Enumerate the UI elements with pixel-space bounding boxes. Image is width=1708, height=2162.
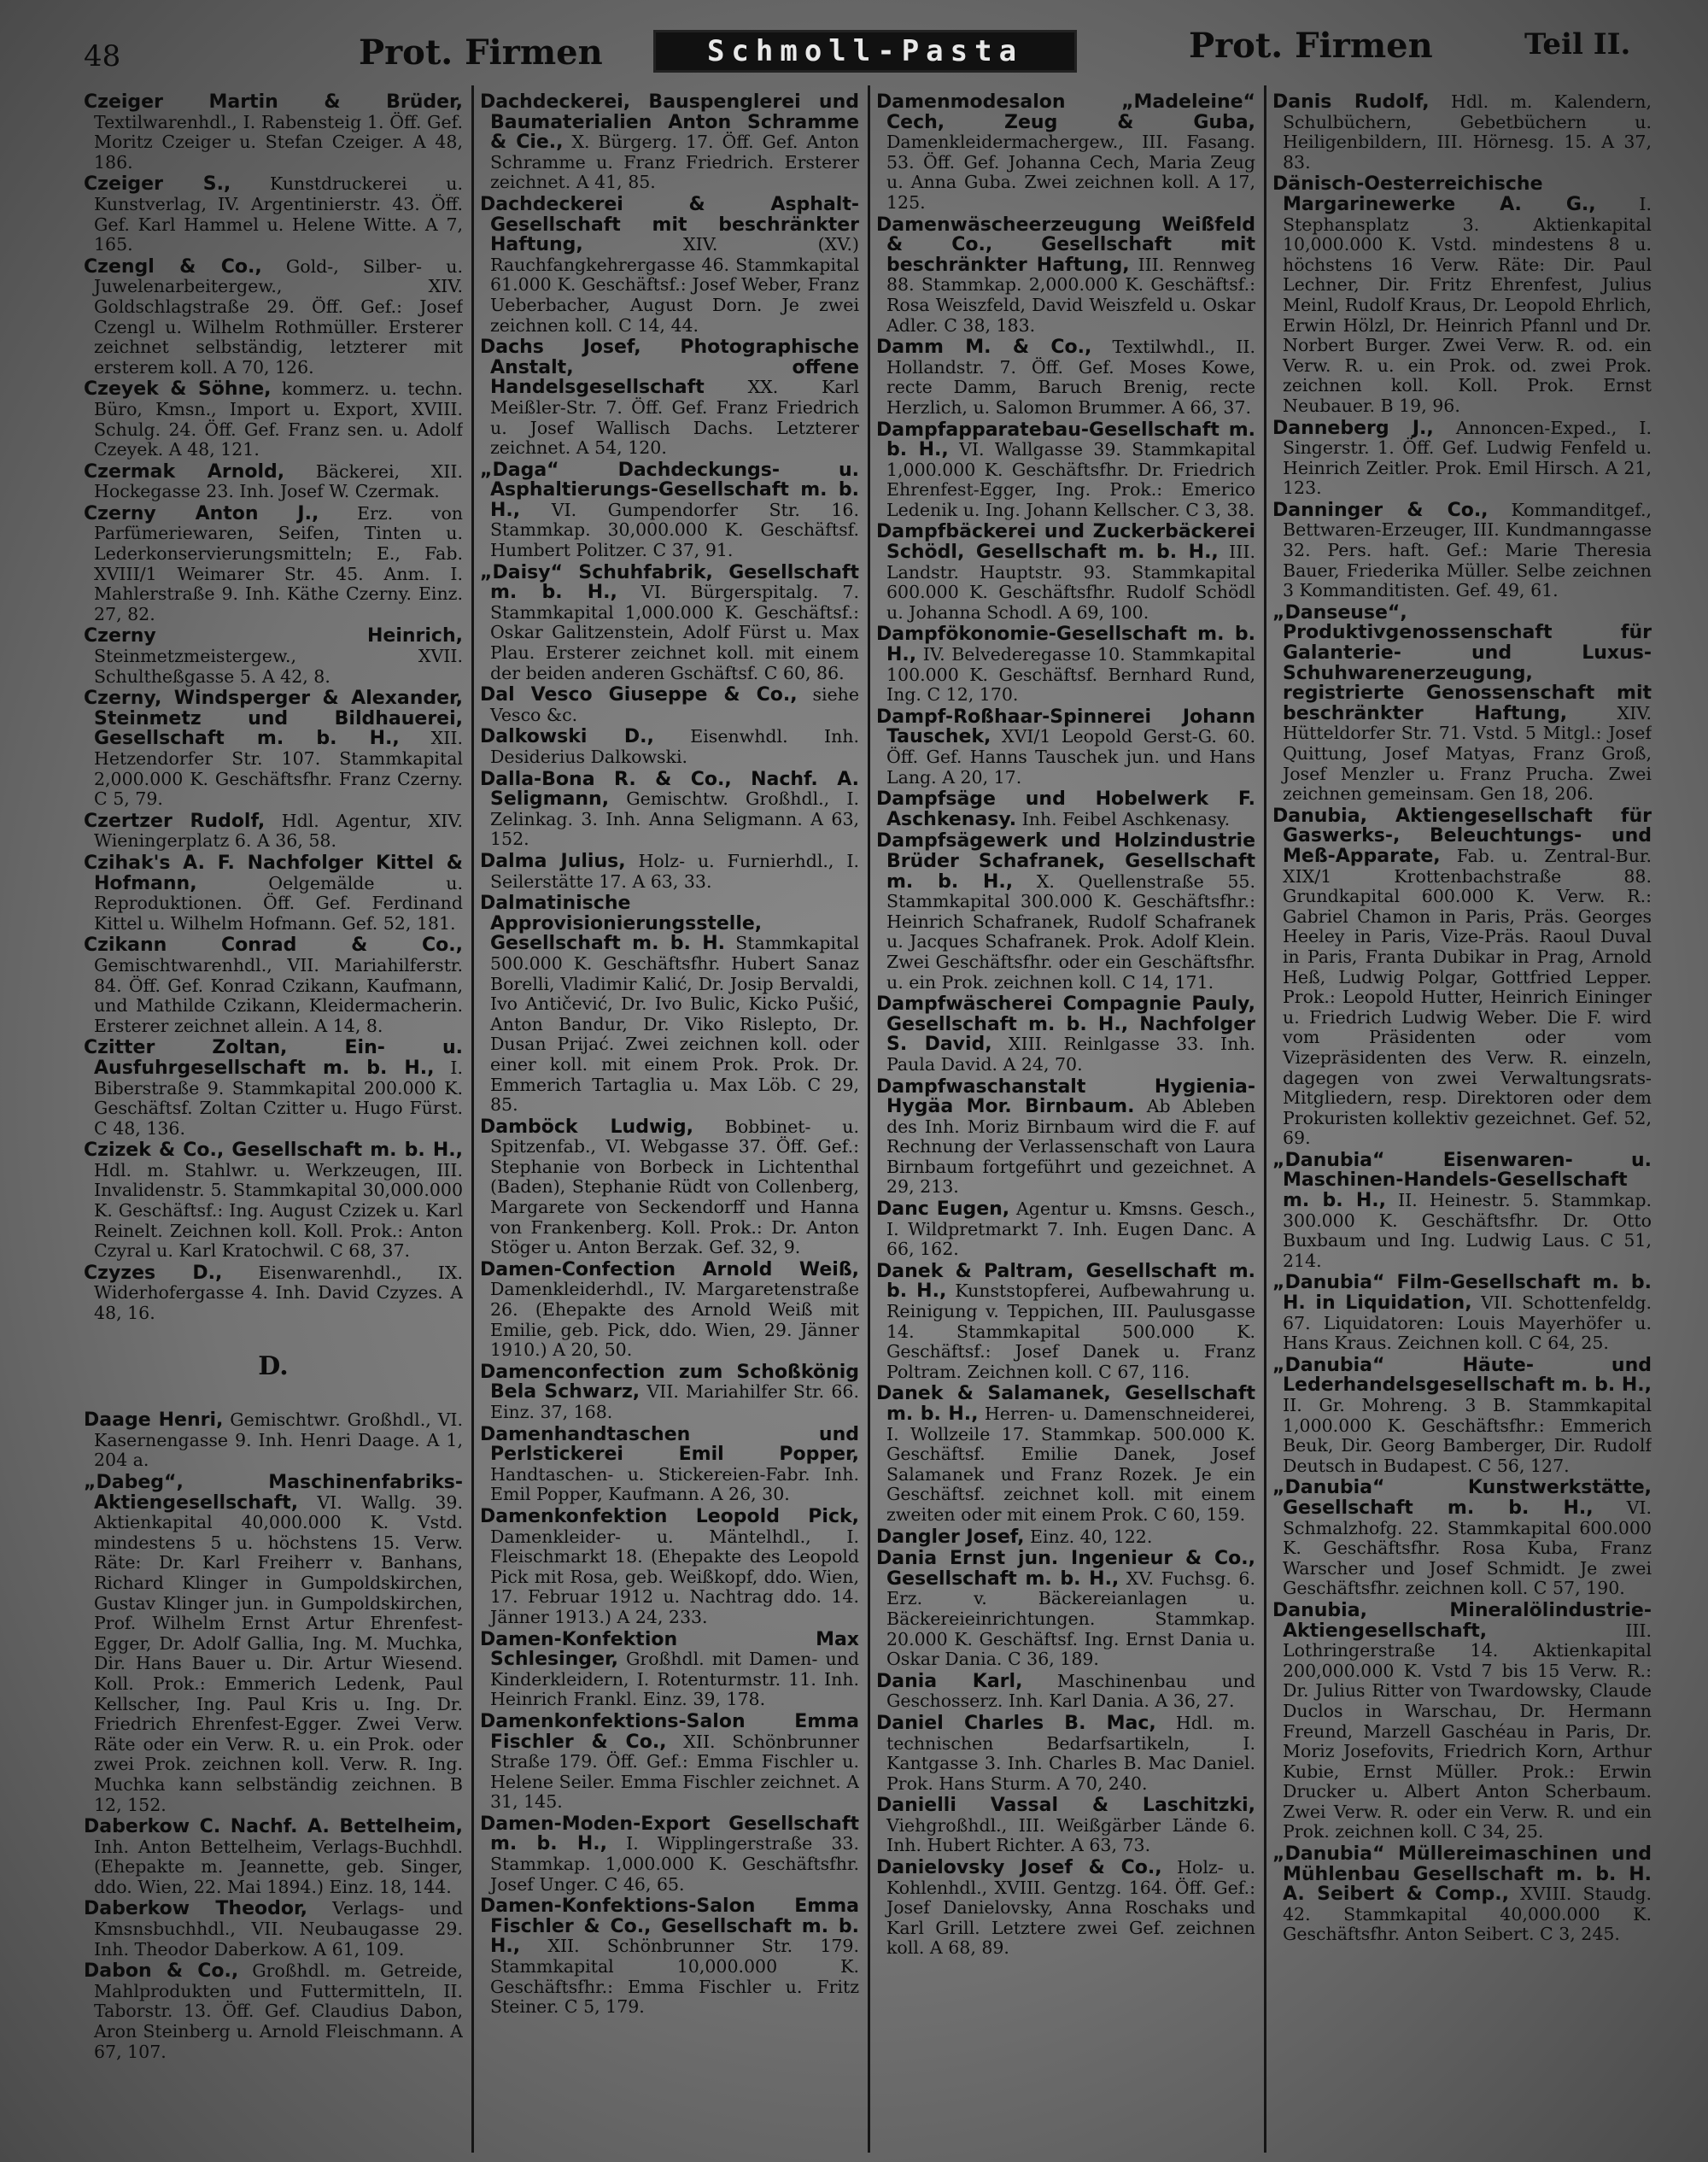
- directory-entry: [876, 522, 1255, 623]
- publisher-banner: Schmoll-Pasta: [653, 30, 1077, 73]
- firm-details: Kunstdruckerei u. Kunstverlag, IV. Argentinierstr. 43. Öff. Gef. Karl Hammel u. Helene Witte. A 7, 165.: [94, 173, 463, 255]
- firm-details: siehe Vesco &c.: [490, 684, 859, 725]
- firm-name: Danubia, Mineralölindustrie-Aktiengesellschaft,: [1272, 1599, 1652, 1642]
- firm-name: Czikann Conrad & Co.,: [84, 935, 463, 957]
- firm-details: XX. Karl Meißler-Str. 7. Öff. Gef. Franz Friedrich u. Josef Wallisch Dachs. Letzterer zeichnet. A 54, 120.: [490, 377, 859, 459]
- firm-details: Maschinenbau und Geschosserz. Inh. Karl Dania. A 36, 27.: [886, 1670, 1255, 1712]
- firm-details: III. Landstr. Hauptstr. 93. Stammkapital 600.000 K. Geschäftsfhr. Rudolf Schödl u. Johanna Schodl. A 69, 100.: [886, 542, 1255, 623]
- firm-details: Annoncen-Exped., I. Singerstr. 1. Öff. Gef. Ludwig Fenfeld u. Heinrich Zeitler. Prok. Emil Hirsch. A 21, 123.: [1283, 417, 1652, 499]
- directory-entry: [1272, 501, 1652, 601]
- firm-details: Herren- u. Damenschneiderei, I. Wollzeile 17. Stammkap. 500.000 K. Geschäftsf. Emilie Danek, Josef Salamanek und Franz Rozek. Je ein Geschäftsf. zeichnet koll. mit einem zweiten oder mit einem Prok. C 60, 159.: [886, 1403, 1255, 1525]
- firm-details: X. Bürgerg. 17. Öff. Gef. Anton Schramme u. Franz Friedrich. Ersterer zeichnet. A 41, 85.: [490, 132, 859, 193]
- running-head-left: Prot. Firmen: [359, 32, 603, 73]
- firm-name: Danek & Paltram, Gesellschaft m. b. H.,: [876, 1260, 1255, 1303]
- firm-name: „Daisy“ Schuhfabrik, Gesellschaft m. b. H.,: [480, 561, 859, 604]
- directory-entry: [876, 1714, 1255, 1794]
- directory-entry: [480, 1630, 859, 1710]
- firm-details: XIV. (XV.) Rauchfangkehrergasse 46. Stammkapital 61.000 K. Geschäftsf.: Josef Weber, Franz Ueberbacher, August Dorn. Je zwei zeichnen koll. C 14, 44.: [490, 234, 859, 336]
- firm-details: Kommanditgef., Bettwaren-Erzeuger, III. Kundmanngasse 32. Pers. haft. Gef.: Marie Theresia Bauer, Friederika Müller. Selbe zeichnen 3 Kommanditisten. Gef. 49, 61.: [1283, 499, 1652, 601]
- firm-name: Damenkonfektions-Salon Emma Fischler & Co.,: [480, 1710, 859, 1753]
- firm-details: I. Stephansplatz 3. Aktienkapital 10,000.000 K. Vstd. mindestens 8 u. höchstens 16 Verw. Räte: Dir. Paul Lechner, Dir. Fritz Ehrenfest, Julius Meinl, Rudolf Kraus, Dr. Leopold Ehrlich, Erwin Hölzl, Dr. Heinrich Pfannl und Dr. Norbert Burger. Zwei Verw. R. od. ein Verw. R. u. ein Prok. od. zwei Prok. zeichnen koll. Koll. Prok. Ernst Neubauer. B 19, 96.: [1283, 193, 1652, 416]
- firm-name: Dampfapparatebau-Gesellschaft m. b. H.,: [876, 419, 1255, 461]
- firm-details: Holz- u. Kohlenhdl., XVIII. Gentzg. 164. Öff. Gef.: Josef Danielovsky, Anna Roschaks und Karl Grill. Letztere zwei Gef. zeichnen koll. A 68, 89.: [886, 1857, 1255, 1959]
- firm-name: Dänisch-Oesterreichische Margarinewerke A. G.,: [1272, 173, 1596, 215]
- firm-details: Viehgroßhdl., III. Weißgärber Lände 6. Inh. Hubert Richter. A 63, 73.: [886, 1814, 1255, 1856]
- firm-name: Damen-Konfektion Max Schlesinger,: [480, 1628, 859, 1671]
- page-header: [0, 0, 1708, 85]
- firm-name: Danielli Vassal & Laschitzki,: [876, 1795, 1255, 1817]
- firm-name: Damen-Confection Arnold Weiß,: [480, 1258, 859, 1280]
- firm-details: Handtaschen- u. Stickereien-Fabr. Inh. Emil Popper, Kaufmann. A 26, 30.: [490, 1463, 859, 1505]
- directory-entry: [1272, 1844, 1652, 1945]
- directory-entry: [480, 195, 859, 336]
- firm-details: III. Rennweg 88. Stammkap. 2,000.000 K. Geschäftsf.: Rosa Weiszfeld, David Weiszfeld u. Oskar Adler. C 38, 183.: [886, 254, 1255, 336]
- firm-name: „Daga“ Dachdeckungs- u. Asphaltierungs-Gesellschaft m. b. H.,: [480, 459, 859, 521]
- firm-name: Czitter Zoltan, Ein- u. Ausfuhrgesellschaft m. b. H.,: [84, 1037, 463, 1079]
- directory-entry: [1272, 92, 1652, 173]
- firm-details: Kunststopferei, Aufbewahrung u. Reinigung v. Teppichen, III. Paulusgasse 14. Stammkapital 500.000 K. Geschäftsf.: Josef Danek u. Franz Poltram. Zeichnen koll. C 67, 116.: [886, 1280, 1255, 1382]
- firm-name: Danielovsky Josef & Co.,: [876, 1857, 1162, 1879]
- firm-name: „Danubia“ Müllereimaschinen und Mühlenbau Gesellschaft m. b. H. A. Seibert & Comp.,: [1272, 1843, 1652, 1906]
- firm-details: XVIII. Staudg. 42. Stammkapital 40,000.000 K. Geschäftsfhr. Anton Seibert. C 3, 245.: [1283, 1884, 1652, 1945]
- directory-entry: [1272, 419, 1652, 499]
- firm-name: Czerny Anton J.,: [84, 502, 319, 524]
- firm-details: IV. Belvederegasse 10. Stammkapital 100.000 K. Geschäftsf. Bernhard Rund, Ing. C 12, 170.: [886, 644, 1255, 706]
- firm-details: VI. Wallgasse 39. Stammkapital 1,000.000 K. Geschäftsfhr. Dr. Friedrich Ehrenfest-Egger, Ing. Prok.: Emerico Ledenik u. Ing. Johann Kellscher. C 3, 38.: [886, 439, 1255, 520]
- section-letter: D.: [258, 1351, 289, 1381]
- directory-entry: [876, 1549, 1255, 1670]
- firm-name: Dalla-Bona R. & Co., Nachf. A. Seligmann,: [480, 768, 859, 811]
- directory-entry: [876, 215, 1255, 337]
- directory-entry: [1272, 1601, 1652, 1843]
- firm-details: II. Heinestr. 5. Stammkap. 300.000 K. Geschäftsfhr. Dr. Otto Buxbaum und Ing. Ludwig Laus. C 51, 214.: [1283, 1190, 1652, 1271]
- directory-column-2: [480, 92, 859, 2151]
- firm-name: Czizek & Co., Gesellschaft m. b. H.,: [84, 1140, 463, 1162]
- firm-details: VII. Schottenfeldg. 67. Liquidatoren: Louis Mayerhöfer u. Hans Kraus. Zeichnen koll. C 64, 25.: [1283, 1292, 1652, 1354]
- firm-details: Gemischtw. Großhdl., I. Zelinkag. 3. Inh. Anna Seligmann. A 63, 152.: [490, 788, 859, 850]
- firm-name: Czertzer Rudolf,: [84, 810, 266, 832]
- firm-name: Danis Rudolf,: [1272, 92, 1430, 113]
- directory-entry: [480, 852, 859, 892]
- firm-name: Czyzes D.,: [84, 1262, 223, 1284]
- firm-details: VI. Schmalzhofg. 22. Stammkapital 600.000 K. Geschäftsfhr. Rosa Kuba, Franz Warscher und Josef Schmidt. Je zwei Geschäftsfhr. zeichnen koll. C 57, 190.: [1283, 1497, 1652, 1599]
- directory-entry: [84, 811, 463, 852]
- firm-name: Dachs Josef, Photographische Anstalt, offene Handelsgesellschaft: [480, 337, 859, 399]
- directory-entry: [1272, 603, 1652, 805]
- directory-entry: [876, 1199, 1255, 1260]
- directory-entry: [480, 1712, 859, 1813]
- firm-details: I. Wipplingerstraße 33. Stammkap. 1,000.000 K. Geschäftsfhr. Josef Unger. C 46, 65.: [490, 1833, 859, 1895]
- directory-entry: [84, 1817, 463, 1897]
- directory-entry: [480, 460, 859, 561]
- firm-details: III. Lothringerstraße 14. Aktienkapital 200,000.000 K. Vstd 7 bis 15 Verw. R.: Dr. Julius Ritter von Twardowsky, Claude Duclos in Warschau, Dr. Hermann Freund, Marzell Gaschéau in Paris, Dr. Moriz Josefovits, Friedrich Korn, Arthur Kubie, Ernst Müller. Prok.: Erwin Drucker u. Albert Anton Scherbaum. Zwei Verw. R. oder ein Verw. R. und ein Prok. zeichnen koll. C 34, 25.: [1283, 1620, 1652, 1843]
- directory-entry: [1272, 1151, 1652, 1272]
- firm-details: Gemischtwarenhdl., VII. Mariahilferstr. 84. Öff. Gef. Konrad Czikann, Kaufmann, und Mathilde Czikann, Kleidermacherin. Ersterer zeichnet allein. A 14, 8.: [94, 954, 463, 1036]
- firm-details: VII. Mariahilfer Str. 66. Einz. 37, 168.: [490, 1381, 859, 1422]
- directory-entry: [876, 994, 1255, 1075]
- firm-name: Daberkow Theodor,: [84, 1898, 307, 1920]
- firm-name: Damenwäscheerzeugung Weißfeld & Co., Gesellschaft mit beschränkter Haftung,: [876, 214, 1255, 276]
- firm-details: Eisenwarenhdl., IX. Widerhofergasse 4. Inh. David Czyzes. A 48, 16.: [94, 1262, 463, 1324]
- firm-name: Czerny Heinrich,: [84, 625, 463, 647]
- firm-name: Dalkowski D.,: [480, 726, 654, 748]
- directory-entry: [480, 770, 859, 850]
- firm-details: Textilwarenhdl., I. Rabensteig 1. Öff. Gef. Moritz Czeiger u. Stefan Czeiger. A 48, 186.: [94, 111, 463, 173]
- directory-entry: [876, 337, 1255, 418]
- directory-entry: [84, 688, 463, 810]
- firm-name: Damböck Ludwig,: [480, 1116, 693, 1138]
- firm-name: „Dabeg“, Maschinenfabriks-Aktiengesellschaft,: [84, 1472, 463, 1514]
- firm-name: Daniel Charles B. Mac,: [876, 1712, 1156, 1734]
- firm-name: Damen-Moden-Export Gesellschaft m. b. H.,: [480, 1813, 859, 1855]
- firm-details: Holz- u. Furnierhdl., I. Seilerstätte 17. A 63, 33.: [490, 850, 859, 892]
- directory-entry: [480, 1362, 859, 1423]
- firm-name: „Danubia“ Kunstwerkstätte, Gesellschaft m. b. H.,: [1272, 1477, 1652, 1519]
- firm-details: I. Biberstraße 9. Stammkapital 200.000 K. Geschäftsf. Zoltan Czitter u. Hugo Fürst. C 48, 136.: [94, 1057, 463, 1139]
- firm-name: Daage Henri,: [84, 1409, 224, 1432]
- firm-name: „Danubia“ Häute- und Lederhandelsgesellschaft m. b. H.,: [1272, 1354, 1652, 1397]
- firm-name: „Danubia“ Film-Gesellschaft m. b. H. in Liquidation,: [1272, 1272, 1652, 1315]
- firm-name: Czeiger S.,: [84, 173, 231, 196]
- firm-name: Dabon & Co.,: [84, 1960, 239, 1983]
- directory-entry: [84, 1410, 463, 1471]
- firm-details: Damenkleider- u. Mäntelhdl., I. Fleischmarkt 18. (Ehepakte des Leopold Pick mit Rosa, geb. Weißkopf, ddo. Wien, 17. Februar 1912 u. Nachtrag ddo. 14. Jänner 1913.) A 24, 233.: [490, 1526, 859, 1627]
- directory-entry: [84, 935, 463, 1036]
- firm-name: Daberkow C. Nachf. A. Bettelheim,: [84, 1816, 463, 1838]
- firm-name: Damenkonfektion Leopold Pick,: [480, 1505, 859, 1527]
- directory-entry: [84, 257, 463, 378]
- firm-details: Eisenwhdl. Inh. Desiderius Dalkowski.: [490, 726, 859, 767]
- firm-details: Erz. von Parfümeriewaren, Seifen, Tinten u. Lederkonservierungsmitteln; E., Fab. XVIII/1 Weimarer Str. 45. Anm. I. Mahlerstraße 9. Inh. Käthe Czerny. Einz. 27, 82.: [94, 502, 463, 624]
- firm-name: Danubia, Aktiengesellschaft für Gaswerks-, Beleuchtungs- und Meß-Apparate,: [1272, 805, 1652, 867]
- firm-details: Bobbinet- u. Spitzenfab., VI. Webgasse 37. Öff. Gef.: Stephanie von Borbeck in Lichtenthal (Baden), Stephanie Rüdt von Collenberg, Margarete von Seckendorff und Hanna von Frankenberg. Koll. Prok.: Dr. Anton Stöger u. Anton Berzak. Gef. 32, 9.: [490, 1116, 859, 1258]
- firm-name: Damen-Konfektions-Salon Emma Fischler & Co., Gesellschaft m. b. H.,: [480, 1895, 859, 1958]
- firm-details: Agentur u. Kmsns. Gesch., I. Wildpretmarkt 7. Inh. Eugen Danc. A 66, 162.: [886, 1198, 1255, 1260]
- firm-name: Dalma Julius,: [480, 850, 626, 872]
- firm-name: Dampfwaschanstalt Hygienia-Hygäa Mor. Birnbaum.: [876, 1075, 1255, 1118]
- column-rule: [471, 85, 474, 2153]
- firm-name: Dampfwäscherei Compagnie Pauly, Gesellschaft m. b. H., Nachfolger S. David,: [876, 993, 1255, 1056]
- directory-entry: [480, 685, 859, 725]
- firm-details: Hdl. Agentur, XIV. Wieningerplatz 6. A 36, 58.: [94, 810, 463, 852]
- firm-details: Fab. u. Zentral-Bur. XIX/1 Krottenbachstraße 88. Grundkapital 600.000 K. Verw. R.: Gabriel Chamon in Paris, Präs. Georges Heeley in Paris, Vize-Präs. Raoul Duval in Paris, Franta Dubikar in Prag, Arnold Heß, Ludwig Polgar, Gottfried Lepper. Prok.: Leopold Hutter, Heinrich Eininger u. Friedrich Ludwig Weber. Die F. wird vom Präsidenten oder vom Vizepräsidenten des Verw. R. einzeln, dagegen von zwei Verwaltungsrats-Mitgliedern, resp. Direktoren oder dem Prokuristen kollektiv gezeichnet. Gef. 52, 69.: [1283, 845, 1652, 1149]
- directory-entry: [876, 1858, 1255, 1959]
- firm-details: kommerz. u. techn. Büro, Kmsn., Import u. Export, XVIII. Schulg. 24. Öff. Gef. Franz sen. u. Adolf Czeyek. A 48, 121.: [94, 378, 463, 460]
- firm-details: Hdl. m. Stahlwr. u. Werkzeugen, III. Invalidenstr. 5. Stammkapital 30,000.000 K. Geschäftsf.: Ing. August Czizek u. Karl Reinelt. Zeichnen koll. Koll. Prok.: Anton Czyral u. Karl Kratochwil. C 68, 37.: [94, 1159, 463, 1262]
- directory-entry: [84, 1038, 463, 1139]
- firm-name: Danek & Salamanek, Gesellschaft m. b. H.,: [876, 1383, 1255, 1425]
- firm-name: „Danseuse“, Produktivgenossenschaft für Galanterie- und Luxus-Schuhwarenerzeugung, registrierte Genossenschaft mit beschränkter Haftung,: [1272, 601, 1652, 724]
- firm-details: Stammkapital 500.000 K. Geschäftsfhr. Hubert Sanaz Borelli, Vladimir Kalić, Dr. Josip Bervaldi, Ivo Antičević, Dr. Ivo Bulic, Kicko Pušić, Anton Bandur, Dr. Viko Rislepto, Dr. Dusan Prijać. Zwei zeichnen koll. oder einer koll. mit einem Prok. Prok. Dr. Emmerich Tartaglia u. Max Löb. C 29, 85.: [490, 933, 859, 1116]
- directory-entry: [876, 831, 1255, 993]
- directory-entry: [480, 1507, 859, 1628]
- firm-name: Danninger & Co.,: [1272, 499, 1489, 521]
- firm-details: Ab Ableben des Inh. Moriz Birnbaum wird die F. auf Rechnung der Verlassenschaft von Laura Birnbaum fortgeführt und gezeichnet. A 29, 213.: [886, 1096, 1255, 1198]
- directory-entry: [84, 853, 463, 934]
- firm-name: Czeyek & Söhne,: [84, 378, 272, 401]
- firm-details: Inh. Feibel Aschkenasy.: [1016, 808, 1231, 829]
- directory-entry: [84, 462, 463, 502]
- firm-details: Hdl. m. Kalendern, Schulbüchern, Gebetbüchern u. Heiligenbildern, III. Hörnesg. 15. A 37, 83.: [1283, 92, 1652, 173]
- firm-name: „Danubia“ Eisenwaren- u. Maschinen-Handels-Gesellschaft m. b. H.,: [1272, 1149, 1652, 1212]
- firm-details: XV. Fuchsg. 6. Erz. v. Bäckereianlagen u. Bäckereieinrichtungen. Stammkap. 20.000 K. Geschäftsf. Ing. Ernst Dania u. Oskar Dania. C 36, 189.: [886, 1567, 1255, 1670]
- firm-name: Czerny, Windsperger & Alexander, Steinmetz und Bildhauerei, Gesellschaft m. b. H.,: [84, 688, 463, 750]
- firm-name: Czihak's A. F. Nachfolger Kittel & Hofmann,: [84, 852, 463, 894]
- column-rule: [868, 85, 870, 2153]
- firm-details: Großhdl. m. Getreide, Mahlprodukten und Futtermitteln, II. Taborstr. 13. Öff. Gef. Claudius Dabon, Aron Steinberg u. Arnold Fleischmann. A 67, 107.: [94, 1960, 463, 2062]
- directory-entry: [1272, 806, 1652, 1149]
- directory-column-1: [84, 92, 463, 2151]
- directory-entry: [84, 1899, 463, 1960]
- directory-entry: [480, 1896, 859, 2018]
- firm-details: Inh. Anton Bettelheim, Verlags-Buchhdl. (Ehepakte m. Jeannette, geb. Singer, ddo. Wien, 22. Mai 1894.) Einz. 18, 144.: [94, 1836, 463, 1897]
- directory-entry: [84, 1961, 463, 2062]
- directory-entry: [876, 92, 1255, 214]
- directory-entry: [84, 1263, 463, 1324]
- firm-details: XVI/1 Leopold Gerst-G. 60. Öff. Gef. Hanns Tauschek jun. und Hans Lang. A 20, 17.: [886, 726, 1255, 788]
- firm-details: VI. Wallg. 39. Aktienkapital 40,000.000 K. Vstd. mindestens 5 u. höchstens 15. Verw. Räte: Dr. Karl Freiherr v. Banhans, Richard Klinger in Gumpoldskirchen, Gustav Klinger jun. in Gumpoldskirchen, Prof. Wilhelm Ernst Artur Ehrenfest-Egger, Dr. Adolf Gallia, Ing. M. Muchka, Dir. Hans Bauer u. Dir. Artur Wiesend. Koll. Prok.: Emmerich Ledenk, Paul Kellscher, Ing. Paul Kris u. Ing. Dr. Friedrich Ehrenfest-Egger. Zwei Verw. Räte oder ein Verw. R. u. ein Prok. oder zwei Prok. zeichnen koll. Verw. R. Ing. Muchka kann selbständig zeichnen. B 12, 152.: [94, 1491, 463, 1815]
- directory-entry: [84, 174, 463, 255]
- firm-name: Damm M. & Co.,: [876, 337, 1092, 359]
- directory-entry: [480, 337, 859, 459]
- directory-column-4: [1272, 92, 1652, 2151]
- firm-name: Dampfsägewerk und Holzindustrie Brüder Schafranek, Gesellschaft m. b. H.,: [876, 830, 1255, 893]
- directory-entry: [1272, 1273, 1652, 1353]
- directory-entry: [876, 420, 1255, 521]
- firm-name: Dampf-Roßhaar-Spinnerei Johann Tauschek,: [876, 706, 1255, 748]
- firm-details: VI. Bürgerspitalg. 7. Stammkapital 1,000.000 K. Geschäftsf.: Oskar Galitzenstein, Adolf Fürst u. Max Plau. Ersterer zeichnet koll. mit einem der beiden anderen Gschäftsf. C 60, 86.: [490, 582, 859, 683]
- directory-entry: [84, 379, 463, 460]
- firm-details: XIII. Reinlgasse 33. Inh. Paula David. A 24, 70.: [886, 1034, 1255, 1075]
- directory-entry: [876, 789, 1255, 829]
- firm-details: Damenkleidermachergew., III. Fasang. 53. Öff. Gef. Johanna Cech, Maria Zeug u. Anna Guba. Zwei zeichnen koll. A 17, 125.: [886, 132, 1255, 213]
- firm-details: XII. Hetzendorfer Str. 107. Stammkapital 2,000.000 K. Geschäftsfhr. Franz Czerny. C 5, 79.: [94, 728, 463, 810]
- firm-name: Danneberg J.,: [1272, 417, 1434, 439]
- firm-name: Damenhandtaschen und Perlstickerei Emil Popper,: [480, 1423, 859, 1466]
- directory-entry: [480, 1260, 859, 1361]
- firm-name: Danc Eugen,: [876, 1198, 1010, 1221]
- directory-entry: [876, 1077, 1255, 1198]
- firm-details: Einz. 40, 122.: [1024, 1526, 1153, 1547]
- directory-entry: [876, 1384, 1255, 1525]
- running-head-right: Prot. Firmen: [1189, 26, 1433, 66]
- directory-entry: [480, 92, 859, 193]
- firm-name: Dania Ernst jun. Ingenieur & Co., Gesellschaft m. b. H.,: [876, 1548, 1255, 1590]
- directory-entry: [480, 894, 859, 1116]
- firm-details: XII. Schönbrunner Straße 179. Öff. Gef.: Emma Fischler u. Helene Seiler. Emma Fischler zeichnet. A 31, 145.: [490, 1731, 859, 1813]
- directory-entry: [84, 1140, 463, 1262]
- directory-entry: [480, 563, 859, 684]
- firm-details: Großhdl. mit Damen- und Kinderkleidern, I. Rotenturmstr. 11. Inh. Heinrich Frankl. Einz. 39, 178.: [490, 1649, 859, 1710]
- directory-entry: [876, 1527, 1255, 1548]
- firm-details: XII. Schönbrunner Str. 179. Stammkapital 10,000.000 K. Geschäftsfhr.: Emma Fischler u. Fritz Steiner. C 5, 179.: [490, 1936, 859, 2018]
- directory-entry: [876, 1262, 1255, 1383]
- directory-entry: [480, 1425, 859, 1505]
- directory-entry: [480, 1814, 859, 1895]
- firm-details: Damenkleiderhdl., IV. Margaretenstraße 26. (Ehepakte des Arnold Weiß mit Emilie, geb. Pick, ddo. Wien, 29. Jänner 1910.) A 20, 50.: [490, 1279, 859, 1361]
- directory-entry: [84, 626, 463, 687]
- firm-details: Steinmetzmeistergew., XVII. Schultheßgasse 5. A 42, 8.: [94, 646, 463, 687]
- firm-name: Damenmodesalon „Madeleine“ Cech, Zeug & Guba,: [876, 92, 1255, 133]
- directory-entry: [876, 1672, 1255, 1712]
- firm-details: Verlags- und Kmsnsbuchhdl., VII. Neubaugasse 29. Inh. Theodor Daberkow. A 61, 109.: [94, 1898, 463, 1960]
- directory-entry: [84, 1473, 463, 1815]
- column-rule: [1264, 85, 1266, 2153]
- firm-name: Dal Vesco Giuseppe & Co.,: [480, 684, 798, 706]
- firm-name: Dangler Josef,: [876, 1526, 1025, 1548]
- firm-details: X. Quellenstraße 55. Stammkapital 300.000 K. Geschäftsfhr.: Heinrich Schafranek, Rudolf Schafranek u. Jacques Schafranek. Prok. Adolf Klein. Zwei Geschäftsfhr. oder ein Geschäftsfhr. u. ein Prok. zeichnen koll. C 14, 171.: [886, 870, 1255, 993]
- firm-details: II. Gr. Mohreng. 3 B. Stammkapital 1,000.000 K. Geschäftsfhr.: Emmerich Beuk, Dir. Georg Bamberger, Dir. Rudolf Deutsch in Budapest. C 56, 127.: [1283, 1395, 1652, 1476]
- firm-name: Czengl & Co.,: [84, 255, 262, 278]
- firm-name: Dachdeckerei & Asphalt-Gesellschaft mit beschränkter Haftung,: [480, 193, 859, 256]
- directory-entry: [876, 707, 1255, 788]
- directory-entry: [84, 504, 463, 625]
- firm-details: Gemischtwr. Großhdl., VI. Kasernengasse 9. Inh. Henri Daage. A 1, 204 a.: [94, 1409, 463, 1471]
- firm-details: VI. Gumpendorfer Str. 16. Stammkap. 30,000.000 K. Geschäftsf. Humbert Politzer. C 37, 91.: [490, 499, 859, 561]
- directory-entry: [1272, 1356, 1652, 1477]
- firm-name: Dampfbäckerei und Zuckerbäckerei Schödl, Gesellschaft m. b. H.,: [876, 521, 1255, 564]
- firm-name: Dampfsäge und Hobelwerk F. Aschkenasy.: [876, 788, 1255, 830]
- firm-name: Czeiger Martin & Brüder,: [84, 92, 463, 113]
- firm-details: Oelgemälde u. Reproduktionen. Öff. Gef. Ferdinand Kittel u. Wilhelm Hofmann. Gef. 52, 181.: [94, 872, 463, 934]
- firm-details: Hdl. m. technischen Bedarfsartikeln, I. Kantgasse 3. Inh. Charles B. Mac Daniel. Prok. Hans Sturm. A 70, 240.: [886, 1712, 1255, 1794]
- directory-entry: [876, 1796, 1255, 1856]
- firm-details: Bäckerei, XII. Hockegasse 23. Inh. Josef W. Czermak.: [94, 460, 463, 502]
- firm-name: Dampfökonomie-Gesellschaft m. b. H.,: [876, 624, 1255, 666]
- page-number: 48: [84, 39, 121, 73]
- part-label: Teil II.: [1524, 27, 1631, 62]
- firm-name: Dalmatinische Approvisionierungsstelle, Gesellschaft m. b. H.: [480, 893, 763, 955]
- firm-name: Czermak Arnold,: [84, 460, 285, 483]
- directory-entry: [84, 92, 463, 173]
- directory-entry: [1272, 174, 1652, 416]
- firm-details: Gold-, Silber- u. Juwelenarbeitergew., XIV. Goldschlagstraße 29. Öff. Gef.: Josef Czengl u. Wilhelm Rothmüller. Ersterer zeichnet selbständig, letzterer mit ersterem koll. A 70, 126.: [94, 255, 463, 378]
- directory-entry: [480, 727, 859, 767]
- firm-name: Dania Karl,: [876, 1670, 1023, 1692]
- directory-entry: [1272, 1478, 1652, 1599]
- firm-name: Dachdeckerei, Bauspenglerei und Baumaterialien Anton Schramme & Cie.,: [480, 92, 859, 154]
- firm-details: XIV. Hütteldorfer Str. 71. Vstd. 5 Mitgl.: Josef Quittung, Josef Matyas, Franz Groß, Josef Menzler u. Franz Prucha. Zwei zeichnen gemeinsam. Gen 18, 206.: [1283, 702, 1652, 805]
- firm-name: Damenconfection zum Schoßkönig Bela Schwarz,: [480, 1361, 859, 1403]
- directory-entry: [480, 1117, 859, 1258]
- directory-column-3: [876, 92, 1255, 2151]
- directory-entry: [876, 624, 1255, 705]
- firm-details: Textilwhdl., II. Hollandstr. 7. Öff. Gef. Moses Kowe, recte Damm, Baruch Brenig, recte Herzlich, u. Salomon Brummer. A 66, 37.: [886, 337, 1255, 418]
